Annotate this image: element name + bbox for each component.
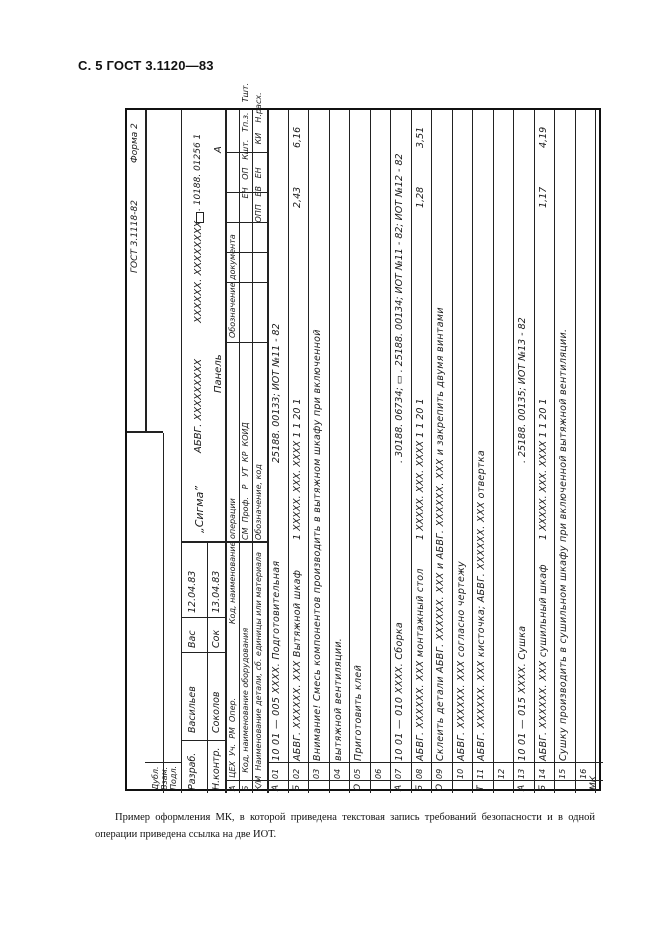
letter: А <box>213 146 224 153</box>
row-line <box>452 110 453 793</box>
row-number: 08 <box>414 768 424 779</box>
controller-date: 13.04.83 <box>211 570 222 613</box>
row-extra: 1 XXXXX. XXX. XXXX 1 1 20 1 <box>414 398 426 540</box>
row-line <box>329 110 330 793</box>
row-line <box>575 110 576 793</box>
row-number: 01 <box>271 768 280 779</box>
label-podl: Подл. <box>169 765 178 790</box>
row-text: Склеить детали АБВГ. XXXXXX. XXX и АБВГ. XXXXXX. XXX и закрепить двумя винтами <box>435 307 446 761</box>
row-value: 1,28 <box>414 186 426 208</box>
header-row-b: Б Код, наименование оборудования <box>241 627 250 791</box>
row-text: АБВГ. XXXXXX. XXX Вытяжной шкаф <box>291 569 303 761</box>
table-row <box>577 110 593 793</box>
row-number: 04 <box>332 768 342 779</box>
row-text: вытяжной вентиляции. <box>332 637 344 761</box>
header-row-k: К/М Наименование детали, сб. единицы или материала <box>254 551 263 791</box>
row-letter: О <box>353 783 363 791</box>
row-line <box>534 110 535 793</box>
row-letter: Б <box>291 784 302 791</box>
row-line <box>370 110 371 793</box>
row-letter: Б <box>414 784 425 791</box>
checkbox-icon <box>196 212 204 223</box>
row-number: 16 <box>578 768 588 779</box>
row-extra: 1 XXXXX. XXX. XXXX 1 1 20 1 <box>291 398 303 540</box>
table-row <box>290 110 306 793</box>
product-name: Панель <box>213 354 224 393</box>
row-number: 09 <box>435 768 444 779</box>
table-row <box>433 110 449 793</box>
header-row-b-params: СМ Проф. Р УТ КР КОИД ЕН ОП Кшт. Тп.з. Тшт. <box>241 82 250 540</box>
row-text: Внимание! Смесь компонентов производить в вытяжном шкафу при включенной <box>312 329 323 761</box>
row-text: АБВГ. XXXXXX. XXX кисточка; АБВГ. XXXXXX. XXX отвертка <box>476 450 487 761</box>
header-row-a: А ЦЕХ Уч. РМ Опер. Код, наименование операции <box>228 498 237 791</box>
header-row-k-params: Обозначение, код ОПП ЕВ ЕН КИ Н.расх. <box>254 92 263 540</box>
table-row <box>413 110 429 793</box>
row-line <box>472 110 473 793</box>
row-number: 10 <box>455 768 465 779</box>
row-letter: А <box>271 784 281 791</box>
row-number: 15 <box>558 768 567 779</box>
label-vzam: Взам. <box>160 766 169 790</box>
row-value: 2,43 <box>291 186 303 208</box>
row-line <box>411 110 412 793</box>
table-row <box>331 110 347 793</box>
table-row <box>515 110 531 793</box>
table-row <box>310 110 326 793</box>
row-number: 03 <box>312 768 321 779</box>
controller-signature: Сок <box>211 629 222 648</box>
row-text: 10 01 — 010 XXXX. Сборка <box>394 621 405 761</box>
row-letter: А <box>517 784 527 791</box>
row-value-2: 4,19 <box>537 126 549 148</box>
table-row <box>536 110 552 793</box>
row-number: 07 <box>394 768 403 779</box>
row-number: 12 <box>496 768 506 779</box>
row-text: 10 01 — 015 XXXX. Сушка <box>517 625 528 761</box>
row-line <box>595 110 596 793</box>
row-text: Сушку производить в сушильном шкафу при включенной вытяжной вентиляции. <box>558 328 569 761</box>
row-number: 14 <box>537 768 547 779</box>
row-number: 02 <box>291 768 301 779</box>
developer-signature: Вас <box>187 630 198 648</box>
table-row <box>392 110 408 793</box>
row-number: 11 <box>476 768 485 779</box>
row-text: АБВГ. XXXXXX. XXX согласно чертежу <box>455 561 467 761</box>
row-line <box>493 110 494 793</box>
organization: „Сигма” <box>193 485 206 533</box>
row-line <box>431 110 432 793</box>
document-code: АБВГ. XXXXXXXXX <box>193 358 204 453</box>
row-text: Приготовить клей <box>353 664 364 761</box>
table-row <box>351 110 367 793</box>
table-row <box>372 110 388 793</box>
figure-caption: Пример оформления МК, в которой приведена текстовая запись требований безопасности и в одной операции приведена ссылка на две ИОТ. <box>95 812 595 840</box>
row-text: АБВГ. XXXXXX. XXX сушильный шкаф <box>537 564 549 761</box>
table-row <box>474 110 490 793</box>
row-line <box>513 110 514 793</box>
label-controller: Н.контр. <box>211 747 222 790</box>
row-letter: Б <box>537 784 548 791</box>
table-row <box>454 110 470 793</box>
row-extra: 25188. 00133; ИОТ №11 - 82 <box>271 323 282 463</box>
developer-date: 12.04.83 <box>187 570 198 613</box>
label-dubl: Дубл. <box>151 766 160 790</box>
row-letter: А <box>394 784 404 791</box>
row-number: 06 <box>373 768 383 779</box>
document-code-2: XXXXXX. XXXXXXXX <box>193 220 204 323</box>
row-letter: О <box>435 783 445 791</box>
header-doc-designation: Обозначение документа <box>228 234 237 338</box>
row-number: 05 <box>353 768 362 779</box>
label-developer: Разраб. <box>187 752 198 790</box>
form-number: Форма 2 <box>130 123 140 163</box>
row-line <box>308 110 309 793</box>
row-text: 10 01 — 005 XXXX. Подготовительная <box>271 560 282 761</box>
controller-name: Соколов <box>211 691 222 733</box>
row-line <box>349 110 350 793</box>
row-text: АБВГ. XXXXXX. XXX монтажный стол <box>414 568 426 761</box>
row-number: 13 <box>517 768 526 779</box>
form-standard: ГОСТ 3.1118-82 <box>130 200 140 273</box>
table-row <box>269 110 285 793</box>
route-card-rotated <box>127 82 603 793</box>
row-line <box>288 110 289 793</box>
developer-name: Васильев <box>187 686 198 733</box>
row-value: 1,17 <box>537 186 549 208</box>
row-value-2: 3,51 <box>414 126 426 148</box>
document-code-3: . 10188. 01256 1 <box>193 133 203 211</box>
page-header: С. 5 ГОСТ 3.1120—83 <box>78 58 214 73</box>
table-row <box>495 110 511 793</box>
table-row <box>556 110 572 793</box>
footer-mk: МК <box>589 775 599 790</box>
row-line <box>554 110 555 793</box>
row-extra: 1 XXXXX. XXX. XXXX 1 1 20 1 <box>537 398 549 540</box>
route-card-form <box>125 82 601 791</box>
row-extra: . 30188. 06734; ▭ . 25188. 00134; ИОТ №11 - 82; ИОТ №12 - 82 <box>394 153 405 463</box>
row-line <box>390 110 391 793</box>
row-value-2: 6,16 <box>291 126 303 148</box>
row-extra: . 25188. 00135; ИОТ №13 - 82 <box>517 317 528 463</box>
row-letter: Т <box>476 785 486 791</box>
